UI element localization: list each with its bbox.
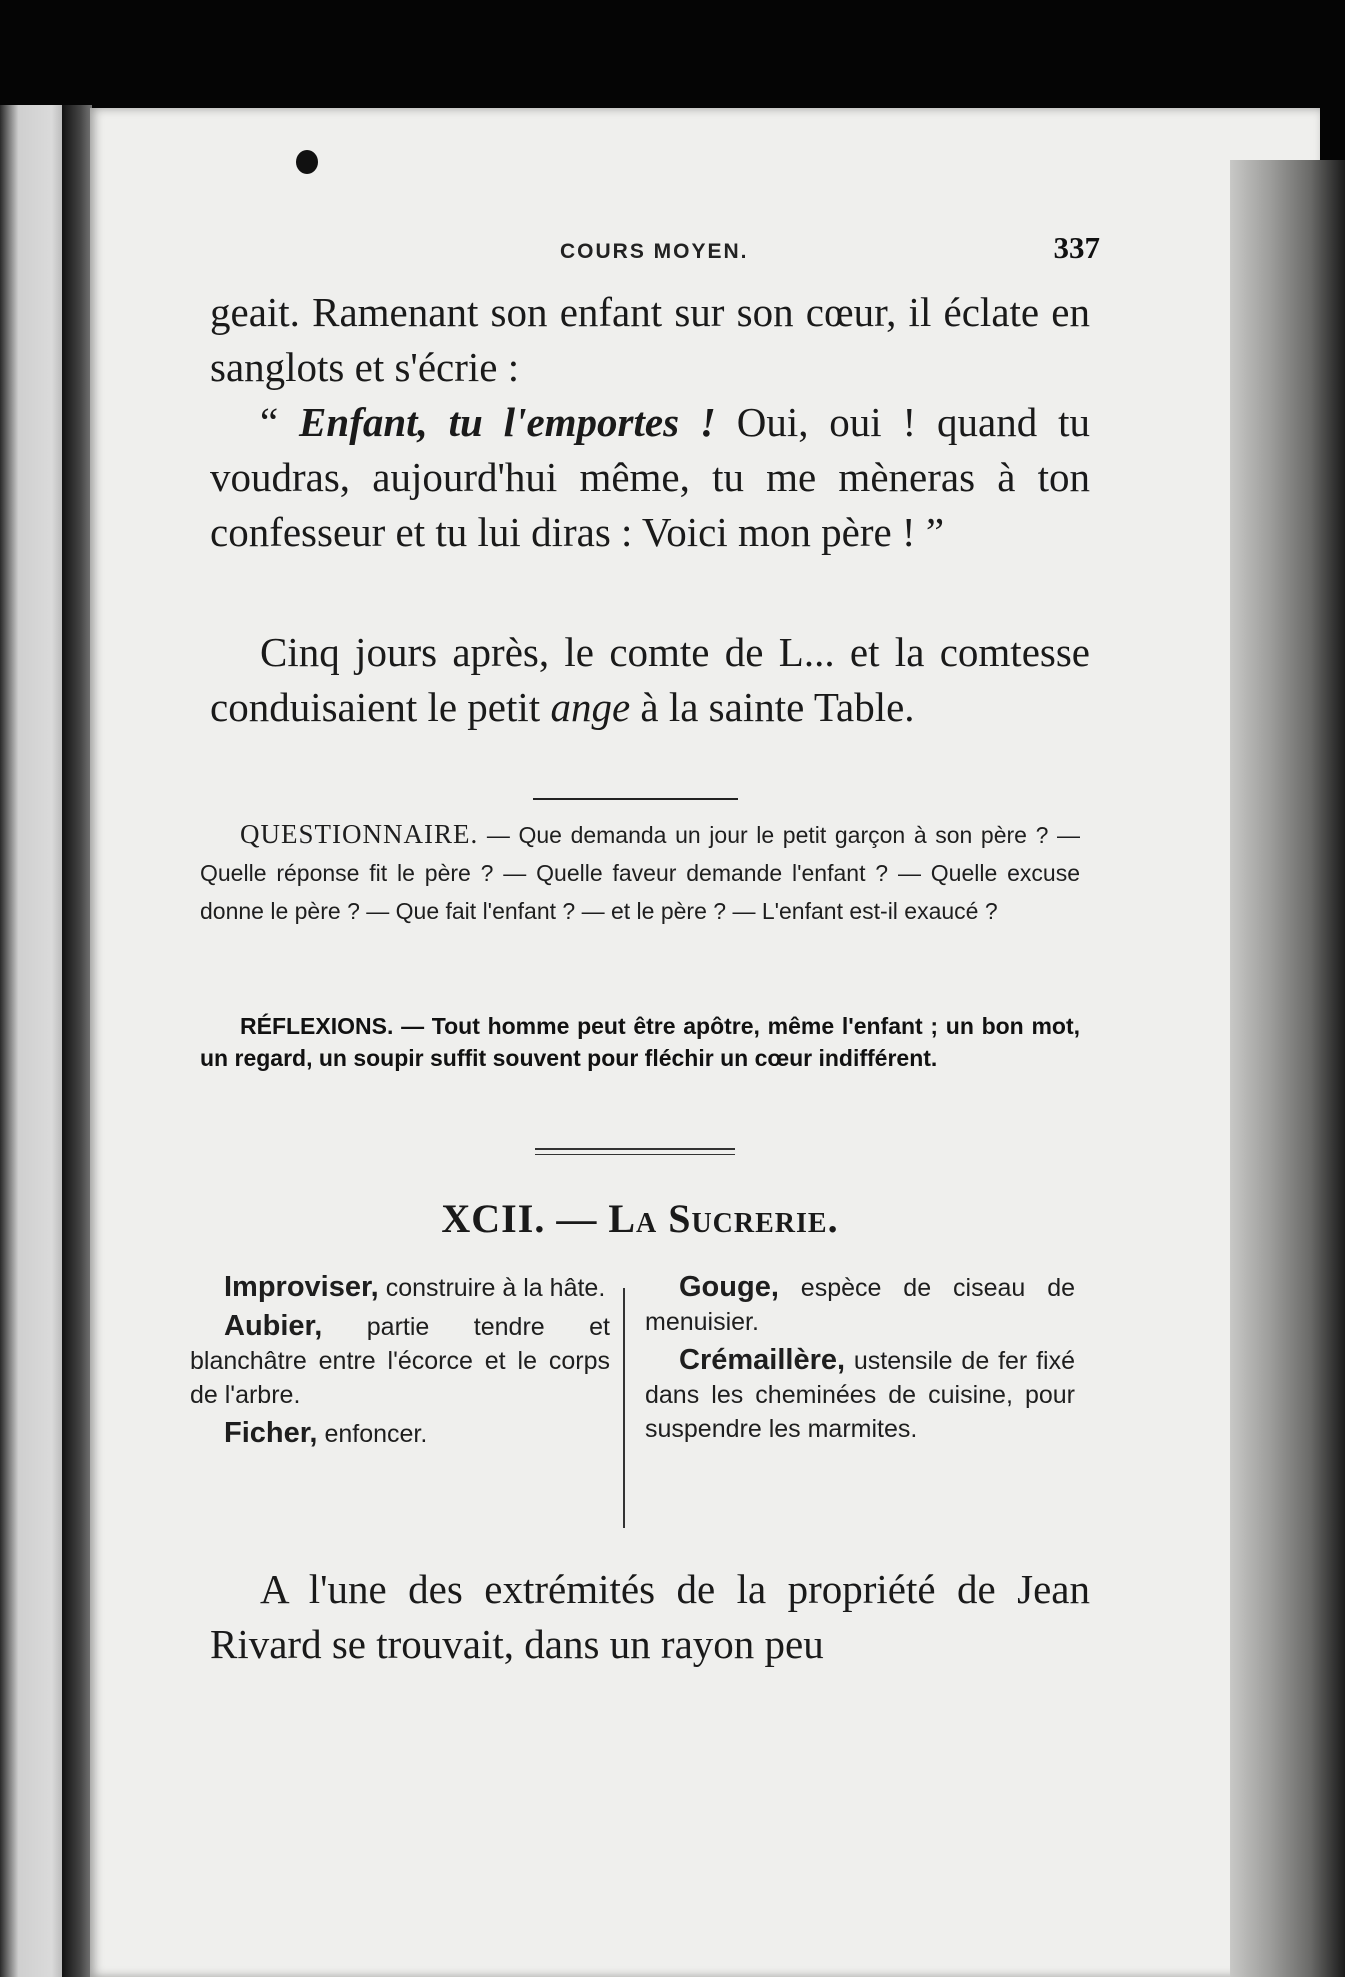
- vocabulary-glossary: [190, 1270, 1080, 1540]
- paragraph-opening: A l'une des extrémités de la propriété de Jean Rivard se trouvait, dans un rayon peu: [210, 1566, 1090, 1667]
- glossary-definition: espèce de ciseau de menuisier.: [645, 1274, 1075, 1336]
- quote-open: “: [260, 399, 300, 445]
- glossary-column-left: [190, 1270, 610, 1455]
- ink-dot-mark: [296, 150, 318, 174]
- paragraph-text: geait. Ramenant son enfant sur son cœur, il éclate en sanglots et s'écrie :: [210, 289, 1090, 390]
- questionnaire: [200, 815, 1080, 930]
- glossary-definition: construire à la hâte.: [378, 1274, 606, 1302]
- reflexions: RÉFLEXIONS. — Tout homme peut être apôtre, même l'enfant ; un bon mot, un regard, un soupir suffit souvent pour fléchir un cœur indifférent.: [200, 1013, 1080, 1071]
- running-head: COURS MOYEN.: [560, 240, 749, 263]
- glossary-column-right: [645, 1270, 1075, 1450]
- separator-rule: [533, 798, 738, 800]
- book-gutter: [62, 105, 92, 1977]
- glossary-term: Improviser,: [224, 1271, 379, 1303]
- glossary-definition: ustensile de fer fixé dans les cheminées de cuisine, pour suspendre les marmites.: [645, 1347, 1075, 1443]
- glossary-definition: partie tendre et blanchâtre entre l'écorce et le corps de l'arbre.: [190, 1313, 610, 1409]
- emphasis-word: ange: [550, 684, 631, 730]
- questionnaire-label: QUESTIONNAIRE.: [240, 819, 479, 849]
- glossary-definition: enfoncer.: [317, 1420, 428, 1448]
- double-separator-rule: [535, 1148, 735, 1155]
- glossary-term: Gouge,: [679, 1271, 779, 1303]
- quote-emphasis: Enfant, tu l'emportes !: [299, 399, 716, 445]
- paragraph-communion: [210, 625, 1090, 735]
- section-title: [200, 1195, 1080, 1242]
- quote-rest: Oui, oui ! quand tu voudras, aujourd'hui même, tu me mèneras à ton confesseur et tu lui diras : Voici mon père ! ”: [210, 399, 1090, 555]
- glossary-entry: [190, 1416, 610, 1451]
- paragraph-ending-scene: [210, 285, 1090, 560]
- questionnaire-text: — Que demanda un jour le petit garçon à son père ? — Quelle réponse fit le père ? — Quelle faveur demande l'enfant ? — Quelle excuse donne le père ? — Que fait l'enfant ? — et le père ? — L'enfant est-il exaucé ?: [200, 822, 1080, 924]
- paragraph-text: Cinq jours après, le comte de L... et la comtesse conduisaient le petit: [210, 629, 1090, 730]
- column-divider: [623, 1288, 625, 1528]
- glossary-entry: [645, 1270, 1075, 1339]
- page-header: [210, 232, 1100, 272]
- glossary-term: Ficher,: [224, 1417, 318, 1449]
- page-stack-edge: [1230, 160, 1345, 1977]
- page-number: 337: [1053, 230, 1100, 265]
- glossary-entry: [190, 1309, 610, 1412]
- glossary-entry: [645, 1343, 1075, 1446]
- glossary-term: Aubier,: [224, 1310, 323, 1342]
- section-number: XCII. —: [441, 1196, 609, 1241]
- glossary-term: Crémaillère,: [679, 1344, 846, 1376]
- section-name: La Sucrerie.: [608, 1196, 839, 1241]
- paragraph-text: à la sainte Table.: [630, 684, 915, 730]
- glossary-entry: [190, 1270, 610, 1305]
